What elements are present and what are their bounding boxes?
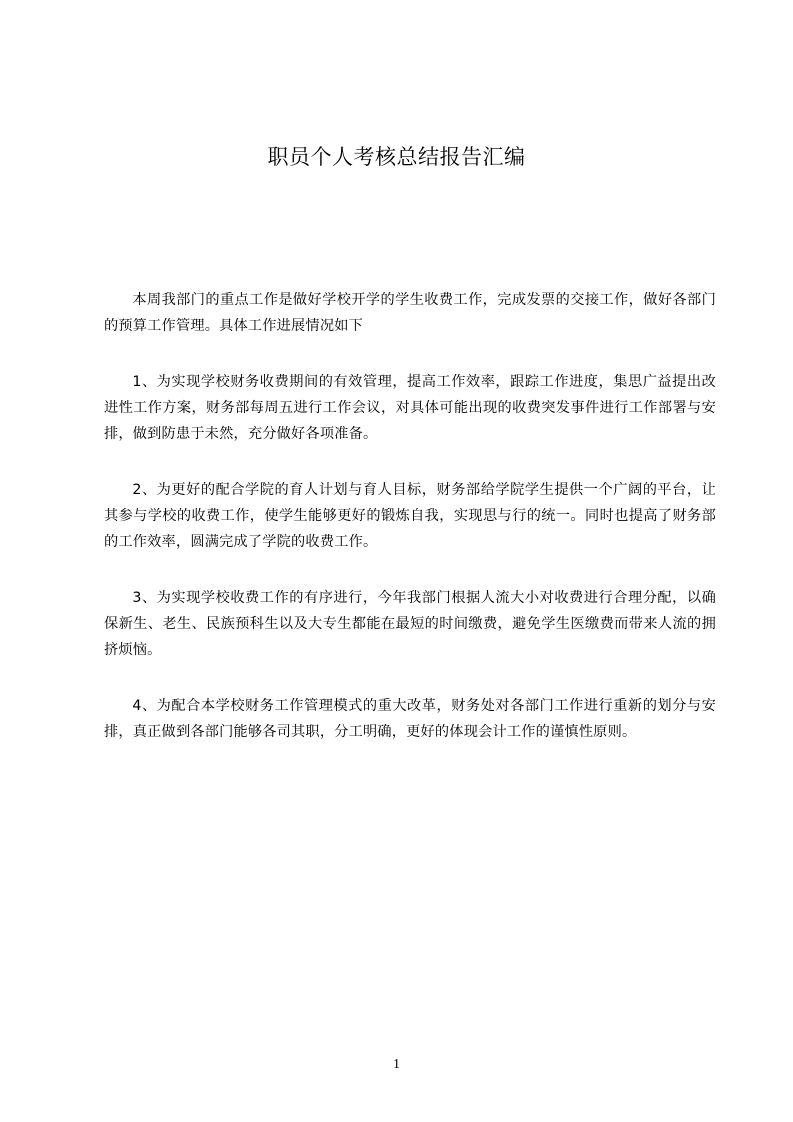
- paragraph-item-4: 4、为配合本学校财务工作管理模式的重大改革，财务处对各部门工作进行重新的划分与安排，真正做到各部门能够各司其职，分工明确，更好的体现会计工作的谨慎性原则。: [104, 698, 716, 740]
- document-body: [104, 287, 716, 775]
- paragraph-item-1: 1、为实现学校财务收费期间的有效管理，提高工作效率，跟踪工作进度，集思广益提出改进性工作方案，财务部每周五进行工作会议，对具体可能出现的收费突发事件进行工作部署与安排，做到防患于未然，充分做好各项准备。: [104, 374, 716, 442]
- intro-paragraph: 本周我部门的重点工作是做好学校开学的学生收费工作，完成发票的交接工作，做好各部门的预算工作管理。具体工作进展情况如下: [104, 292, 716, 334]
- document-title: 职员个人考核总结报告汇编: [267, 145, 526, 169]
- page-number: 1: [393, 1057, 400, 1072]
- paragraph-item-3: 3、为实现学校收费工作的有序进行，今年我部门根据人流大小对收费进行合理分配，以确保新生、老生、民族预科生以及大专生都能在最短的时间缴费，避免学生医缴费而带来人流的拥挤烦恼。: [104, 590, 716, 658]
- paragraph-item-2: 2、为更好的配合学院的育人计划与育人目标，财务部给学院学生提供一个广阔的平台，让其参与学校的收费工作，使学生能够更好的锻炼自我，实现思与行的统一。同时也提高了财务部的工作效率，圆满完成了学院的收费工作。: [104, 482, 716, 550]
